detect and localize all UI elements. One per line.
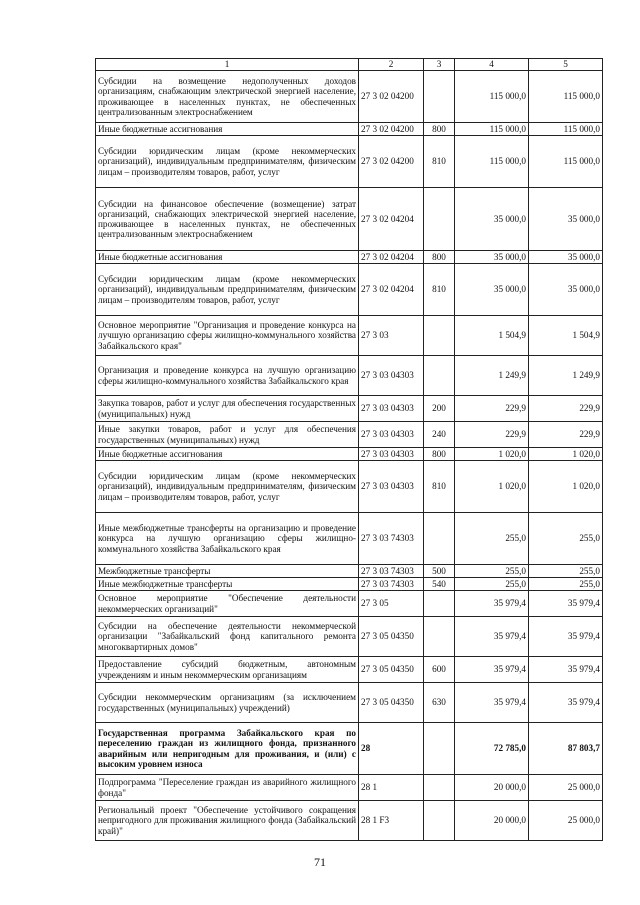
row-code-cell: 27 3 03 74303: [359, 565, 424, 578]
row-code-cell: 27 3 05 04350: [359, 657, 424, 683]
row-name-cell: Основное мероприятие "Организация и проведение конкурса на лучшую организацию сферы жилищно-коммунального хозяйства Забайкальского края": [96, 316, 359, 356]
table-row: [96, 683, 603, 723]
row-name-cell: Субсидии на финансовое обеспечение (возмещение) затрат организаций, снабжающих электрической энергией население, проживающее в населенных пунктах, не обеспеченных централизованным электроснабжением: [96, 188, 359, 251]
row-value-year1-cell: 35 979,4: [455, 617, 529, 657]
row-name-cell: Подпрограмма "Переселение граждан из аварийного жилищного фонда": [96, 775, 359, 801]
row-vr-cell: [424, 188, 455, 251]
row-vr-cell: [424, 316, 455, 356]
row-code-cell: 27 3 02 04204: [359, 188, 424, 251]
row-name-cell: Субсидии юридическим лицам (кроме некоммерческих организаций), индивидуальным предпринимателям, физическим лицам – производителям товаров, работ, услуг: [96, 136, 359, 188]
table-body: [96, 71, 603, 841]
table-row: [96, 136, 603, 188]
row-vr-cell: [424, 775, 455, 801]
row-value-year2-cell: 25 000,0: [529, 775, 603, 801]
budget-table: [95, 58, 603, 841]
table-row: [96, 657, 603, 683]
row-value-year2-cell: 35 000,0: [529, 251, 603, 264]
row-vr-cell: 630: [424, 683, 455, 723]
row-code-cell: 27 3 05 04350: [359, 617, 424, 657]
row-value-year1-cell: 115 000,0: [455, 123, 529, 136]
row-vr-cell: [424, 513, 455, 565]
row-value-year2-cell: 35 979,4: [529, 591, 603, 617]
row-vr-cell: [424, 617, 455, 657]
table-row: [96, 396, 603, 422]
page-number: 71: [314, 855, 326, 869]
row-name-cell: Основное мероприятие "Обеспечение деятельности некоммерческих организаций": [96, 591, 359, 617]
row-name-cell: Субсидии некоммерческим организациям (за исключением государственных (муниципальных) учреждений): [96, 683, 359, 723]
row-name-cell: Иные межбюджетные трансферты на организацию и проведение конкурса на лучшую организацию сферы жилищно-коммунального хозяйства Забайкальского края: [96, 513, 359, 565]
row-vr-cell: [424, 71, 455, 123]
table-row: [96, 723, 603, 775]
row-vr-cell: 500: [424, 565, 455, 578]
row-value-year1-cell: 35 979,4: [455, 683, 529, 723]
table-row: [96, 123, 603, 136]
row-code-cell: 27 3 03 74303: [359, 578, 424, 591]
row-code-cell: 27 3 02 04204: [359, 251, 424, 264]
table-row: [96, 356, 603, 396]
row-value-year2-cell: 115 000,0: [529, 123, 603, 136]
row-value-year2-cell: 25 000,0: [529, 801, 603, 841]
table-row: [96, 422, 603, 448]
row-name-cell: Иные бюджетные ассигнования: [96, 448, 359, 461]
row-value-year1-cell: 115 000,0: [455, 136, 529, 188]
row-name-cell: Организация и проведение конкурса на лучшую организацию сферы жилищно-коммунального хозяйства Забайкальского края: [96, 356, 359, 396]
table-row: [96, 617, 603, 657]
row-vr-cell: [424, 723, 455, 775]
row-name-cell: Иные закупки товаров, работ и услуг для обеспечения государственных (муниципальных) нужд: [96, 422, 359, 448]
row-value-year1-cell: 1 020,0: [455, 448, 529, 461]
row-code-cell: 27 3 05 04350: [359, 683, 424, 723]
row-value-year2-cell: 35 979,4: [529, 683, 603, 723]
row-value-year2-cell: 35 000,0: [529, 264, 603, 316]
row-name-cell: Иные бюджетные ассигнования: [96, 123, 359, 136]
row-code-cell: 28 1 F3: [359, 801, 424, 841]
row-name-cell: Субсидии юридическим лицам (кроме некоммерческих организаций), индивидуальным предпринимателям, физическим лицам – производителям товаров, работ, услуг: [96, 264, 359, 316]
row-name-cell: Субсидии юридическим лицам (кроме некоммерческих организаций), индивидуальным предпринимателям, физическим лицам – производителям товаров, работ, услуг: [96, 461, 359, 513]
row-code-cell: 27 3 02 04200: [359, 136, 424, 188]
row-code-cell: 27 3 03 04303: [359, 422, 424, 448]
row-code-cell: 27 3 03 04303: [359, 448, 424, 461]
table-row: [96, 578, 603, 591]
row-vr-cell: 240: [424, 422, 455, 448]
row-value-year1-cell: 1 249,9: [455, 356, 529, 396]
row-code-cell: 28 1: [359, 775, 424, 801]
row-vr-cell: 800: [424, 123, 455, 136]
row-vr-cell: 800: [424, 251, 455, 264]
row-value-year1-cell: 1 504,9: [455, 316, 529, 356]
column-header-name: 1: [96, 59, 359, 71]
row-name-cell: Межбюджетные трансферты: [96, 565, 359, 578]
table-row: [96, 251, 603, 264]
row-code-cell: 27 3 03: [359, 316, 424, 356]
row-code-cell: 27 3 03 04303: [359, 461, 424, 513]
row-vr-cell: 800: [424, 448, 455, 461]
row-value-year2-cell: 87 803,7: [529, 723, 603, 775]
row-code-cell: 27 3 02 04204: [359, 264, 424, 316]
table-row: [96, 264, 603, 316]
table-row: [96, 71, 603, 123]
table-row: [96, 316, 603, 356]
row-name-cell: Закупка товаров, работ и услуг для обеспечения государственных (муниципальных) нужд: [96, 396, 359, 422]
row-value-year1-cell: 35 979,4: [455, 591, 529, 617]
table-row: [96, 775, 603, 801]
row-value-year1-cell: 72 785,0: [455, 723, 529, 775]
row-vr-cell: [424, 801, 455, 841]
table-row: [96, 591, 603, 617]
table-row: [96, 448, 603, 461]
row-value-year2-cell: 1 504,9: [529, 316, 603, 356]
row-vr-cell: 600: [424, 657, 455, 683]
row-value-year1-cell: 35 979,4: [455, 657, 529, 683]
row-vr-cell: 200: [424, 396, 455, 422]
row-name-cell: Предоставление субсидий бюджетным, автономным учреждениям и иным некоммерческим организациям: [96, 657, 359, 683]
row-value-year1-cell: 255,0: [455, 513, 529, 565]
row-value-year2-cell: 35 979,4: [529, 617, 603, 657]
table-row: [96, 513, 603, 565]
row-value-year2-cell: 255,0: [529, 578, 603, 591]
row-value-year2-cell: 35 000,0: [529, 188, 603, 251]
row-value-year1-cell: 255,0: [455, 565, 529, 578]
row-value-year2-cell: 1 020,0: [529, 461, 603, 513]
table-row: [96, 565, 603, 578]
row-name-cell: Иные межбюджетные трансферты: [96, 578, 359, 591]
row-value-year1-cell: 115 000,0: [455, 71, 529, 123]
table-header-row: [96, 59, 603, 71]
row-value-year1-cell: 255,0: [455, 578, 529, 591]
row-code-cell: 27 3 03 74303: [359, 513, 424, 565]
row-vr-cell: 810: [424, 264, 455, 316]
row-value-year1-cell: 229,9: [455, 422, 529, 448]
row-name-cell: Региональный проект "Обеспечение устойчивого сокращения непригодного для проживания жилищного фонда (Забайкальский край)": [96, 801, 359, 841]
column-header-year2: 5: [529, 59, 603, 71]
row-code-cell: 27 3 02 04200: [359, 123, 424, 136]
row-code-cell: 27 3 03 04303: [359, 356, 424, 396]
row-value-year2-cell: 1 020,0: [529, 448, 603, 461]
row-value-year1-cell: 35 000,0: [455, 251, 529, 264]
row-vr-cell: [424, 591, 455, 617]
row-code-cell: 27 3 03 04303: [359, 396, 424, 422]
row-code-cell: 27 3 02 04200: [359, 71, 424, 123]
row-value-year1-cell: 35 000,0: [455, 264, 529, 316]
row-name-cell: Субсидии на возмещение недополученных доходов организациям, снабжающим электрической энергией население, проживающее в населенных пунктах, не обеспеченных централизованным электроснабжением: [96, 71, 359, 123]
row-value-year2-cell: 229,9: [529, 422, 603, 448]
row-value-year1-cell: 229,9: [455, 396, 529, 422]
column-header-year1: 4: [455, 59, 529, 71]
row-value-year1-cell: 20 000,0: [455, 775, 529, 801]
row-name-cell: Субсидии на обеспечение деятельности некоммерческой организации "Забайкальский фонд капитального ремонта многоквартирных домов": [96, 617, 359, 657]
row-vr-cell: [424, 356, 455, 396]
row-value-year2-cell: 229,9: [529, 396, 603, 422]
row-vr-cell: 810: [424, 461, 455, 513]
row-code-cell: 27 3 05: [359, 591, 424, 617]
row-value-year2-cell: 255,0: [529, 565, 603, 578]
row-value-year2-cell: 1 249,9: [529, 356, 603, 396]
row-value-year1-cell: 1 020,0: [455, 461, 529, 513]
row-value-year2-cell: 115 000,0: [529, 71, 603, 123]
row-value-year2-cell: 35 979,4: [529, 657, 603, 683]
row-vr-cell: 540: [424, 578, 455, 591]
row-value-year2-cell: 255,0: [529, 513, 603, 565]
row-value-year2-cell: 115 000,0: [529, 136, 603, 188]
row-value-year1-cell: 35 000,0: [455, 188, 529, 251]
table-row: [96, 188, 603, 251]
column-header-vr: 3: [424, 59, 455, 71]
table-row: [96, 801, 603, 841]
row-value-year1-cell: 20 000,0: [455, 801, 529, 841]
row-code-cell: 28: [359, 723, 424, 775]
column-header-code: 2: [359, 59, 424, 71]
row-vr-cell: 810: [424, 136, 455, 188]
row-name-cell: Иные бюджетные ассигнования: [96, 251, 359, 264]
row-name-cell: Государственная программа Забайкальского края по переселению граждан из жилищного фонда, признанного аварийным или непригодным для проживания, и (или) с высоким уровнем износа: [96, 723, 359, 775]
table-row: [96, 461, 603, 513]
